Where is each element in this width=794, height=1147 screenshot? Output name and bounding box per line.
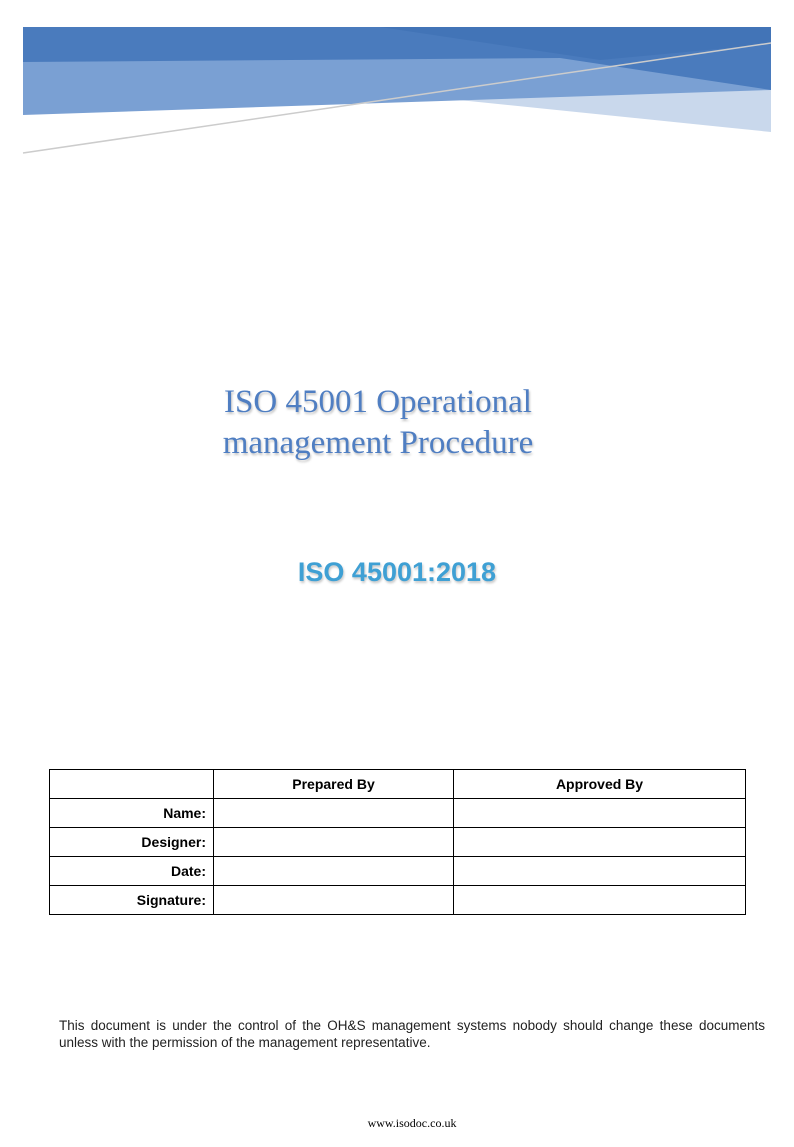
row-label-designer: Designer: [50, 828, 214, 857]
approved-designer-cell[interactable] [454, 828, 746, 857]
approval-row-name [50, 799, 746, 828]
approval-table [49, 769, 746, 915]
approval-row-date [50, 857, 746, 886]
approved-signature-cell[interactable] [454, 886, 746, 915]
row-label-name: Name: [50, 799, 214, 828]
standard-subtitle: ISO 45001:2018 [297, 557, 497, 587]
prepared-by-header: Prepared By [214, 770, 454, 799]
approval-table-corner-cell [50, 770, 214, 799]
header-banner [0, 0, 794, 170]
row-label-date: Date: [50, 857, 214, 886]
prepared-date-cell[interactable] [214, 857, 454, 886]
row-label-signature: Signature: [50, 886, 214, 915]
footer-website: www.isodoc.co.uk [367, 1116, 457, 1130]
document-title-line-2: management Procedure [222, 425, 534, 461]
approval-table-header-row [50, 770, 746, 799]
document-title-line-1: ISO 45001 Operational [224, 384, 532, 420]
prepared-designer-cell[interactable] [214, 828, 454, 857]
prepared-signature-cell[interactable] [214, 886, 454, 915]
approved-date-cell[interactable] [454, 857, 746, 886]
document-title [200, 382, 556, 464]
prepared-name-cell[interactable] [214, 799, 454, 828]
approved-name-cell[interactable] [454, 799, 746, 828]
control-notice: This document is under the control of the OH&S management systems nobody should change these documents unless with the permission of the management representative. [59, 1018, 765, 1050]
approval-row-signature [50, 886, 746, 915]
approval-row-designer [50, 828, 746, 857]
approved-by-header: Approved By [454, 770, 746, 799]
